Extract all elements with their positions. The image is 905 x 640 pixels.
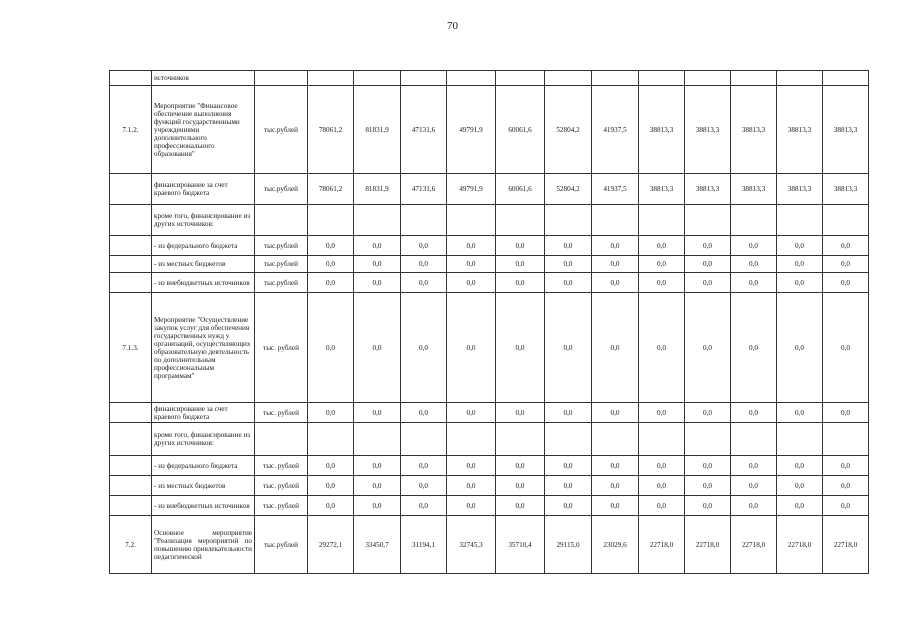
- row-value-cell: [545, 423, 592, 456]
- row-value-cell: [354, 205, 401, 236]
- row-value-cell: 81831,9: [354, 86, 401, 174]
- row-value-cell: 0,0: [545, 496, 592, 516]
- row-value-cell: 0,0: [401, 293, 447, 403]
- row-value-cell: 0,0: [592, 476, 639, 496]
- row-unit-cell: тыс.рублей: [255, 174, 308, 205]
- row-value-cell: 81831,9: [354, 174, 401, 205]
- row-value-cell: [447, 205, 496, 236]
- row-value-cell: 0,0: [545, 476, 592, 496]
- row-value-cell: 0,0: [354, 496, 401, 516]
- row-description-cell: финансирование за счет краевого бюджета: [152, 174, 255, 205]
- row-description-cell: - из внебюджетных источников: [152, 496, 255, 516]
- row-value-cell: 0,0: [685, 236, 731, 256]
- row-value-cell: 0,0: [639, 496, 685, 516]
- row-value-cell: 0,0: [685, 403, 731, 423]
- row-value-cell: 0,0: [545, 256, 592, 273]
- row-value-cell: 0,0: [354, 293, 401, 403]
- row-value-cell: 41937,5: [592, 86, 639, 174]
- row-value-cell: 78061,2: [308, 86, 354, 174]
- table-row: [110, 516, 869, 574]
- row-value-cell: 0,0: [545, 403, 592, 423]
- row-value-cell: 0,0: [496, 256, 545, 273]
- row-value-cell: 0,0: [823, 496, 869, 516]
- row-description-cell: финансирование за счет краевого бюджета: [152, 403, 255, 423]
- row-value-cell: 0,0: [308, 236, 354, 256]
- row-value-cell: 0,0: [496, 403, 545, 423]
- row-value-cell: 0,0: [592, 293, 639, 403]
- row-value-cell: 47131,6: [401, 86, 447, 174]
- row-value-cell: [823, 423, 869, 456]
- row-value-cell: [496, 205, 545, 236]
- row-value-cell: [685, 423, 731, 456]
- row-value-cell: 0,0: [496, 496, 545, 516]
- row-value-cell: 0,0: [823, 403, 869, 423]
- row-value-cell: 0,0: [823, 293, 869, 403]
- row-value-cell: 0,0: [777, 476, 823, 496]
- row-value-cell: [308, 205, 354, 236]
- row-value-cell: 0,0: [685, 476, 731, 496]
- row-value-cell: 22718,0: [639, 516, 685, 574]
- row-value-cell: 0,0: [308, 256, 354, 273]
- row-value-cell: 38813,3: [639, 174, 685, 205]
- page-number: 70: [447, 20, 458, 32]
- row-description-cell: - из местных бюджетов: [152, 476, 255, 496]
- row-description-cell: - из местных бюджетов: [152, 256, 255, 273]
- row-description-cell: кроме того, финансирование из других источников:: [152, 205, 255, 236]
- row-value-cell: 0,0: [308, 456, 354, 476]
- row-unit-cell: тыс. рублей: [255, 496, 308, 516]
- row-value-cell: [777, 423, 823, 456]
- row-value-cell: 22718,0: [685, 516, 731, 574]
- row-value-cell: 22718,0: [823, 516, 869, 574]
- row-value-cell: 0,0: [447, 273, 496, 293]
- row-value-cell: 0,0: [447, 496, 496, 516]
- row-code-cell: [110, 236, 152, 256]
- row-value-cell: [496, 423, 545, 456]
- row-value-cell: 0,0: [496, 273, 545, 293]
- table-row: [110, 403, 869, 423]
- row-code-cell: 7.2.: [110, 516, 152, 574]
- row-value-cell: 0,0: [354, 456, 401, 476]
- row-value-cell: 0,0: [447, 403, 496, 423]
- row-value-cell: [496, 71, 545, 86]
- row-code-cell: [110, 273, 152, 293]
- row-value-cell: [308, 423, 354, 456]
- row-unit-cell: тыс. рублей: [255, 293, 308, 403]
- row-value-cell: 0,0: [639, 476, 685, 496]
- row-value-cell: 0,0: [401, 403, 447, 423]
- row-unit-cell: тыс. рублей: [255, 403, 308, 423]
- table-row: [110, 456, 869, 476]
- row-value-cell: 49791,9: [447, 86, 496, 174]
- row-description-cell: - из внебюджетных источников: [152, 273, 255, 293]
- row-value-cell: 60061,6: [496, 174, 545, 205]
- row-value-cell: 0,0: [401, 236, 447, 256]
- row-value-cell: 0,0: [731, 236, 777, 256]
- row-value-cell: [354, 423, 401, 456]
- row-code-cell: 7.1.2.: [110, 86, 152, 174]
- row-value-cell: 0,0: [447, 476, 496, 496]
- row-value-cell: 0,0: [777, 273, 823, 293]
- row-value-cell: 0,0: [777, 496, 823, 516]
- row-value-cell: 0,0: [401, 256, 447, 273]
- row-value-cell: [823, 71, 869, 86]
- row-value-cell: 0,0: [447, 236, 496, 256]
- row-value-cell: 0,0: [731, 403, 777, 423]
- table-row: [110, 205, 869, 236]
- row-description-cell: - из федерального бюджета: [152, 456, 255, 476]
- row-value-cell: [777, 205, 823, 236]
- row-value-cell: 0,0: [308, 403, 354, 423]
- table-row: [110, 423, 869, 456]
- row-value-cell: 0,0: [447, 256, 496, 273]
- row-value-cell: 0,0: [639, 256, 685, 273]
- row-unit-cell: тыс. рублей: [255, 476, 308, 496]
- table-row: [110, 273, 869, 293]
- row-value-cell: 0,0: [592, 403, 639, 423]
- row-value-cell: 38813,3: [731, 86, 777, 174]
- row-value-cell: [731, 205, 777, 236]
- row-code-cell: [110, 256, 152, 273]
- row-value-cell: 0,0: [685, 293, 731, 403]
- row-value-cell: [639, 205, 685, 236]
- row-value-cell: 0,0: [777, 293, 823, 403]
- row-value-cell: 0,0: [639, 403, 685, 423]
- row-value-cell: 0,0: [354, 236, 401, 256]
- row-value-cell: 0,0: [731, 496, 777, 516]
- row-value-cell: 78061,2: [308, 174, 354, 205]
- row-value-cell: 0,0: [354, 256, 401, 273]
- row-value-cell: [639, 423, 685, 456]
- row-value-cell: 60061,6: [496, 86, 545, 174]
- row-value-cell: 0,0: [496, 293, 545, 403]
- table-row: [110, 236, 869, 256]
- row-value-cell: 0,0: [777, 236, 823, 256]
- row-description-cell: кроме того, финансирование из других источников:: [152, 423, 255, 456]
- row-value-cell: 0,0: [639, 236, 685, 256]
- row-value-cell: 0,0: [308, 273, 354, 293]
- row-value-cell: 38813,3: [639, 86, 685, 174]
- row-value-cell: 0,0: [592, 273, 639, 293]
- row-value-cell: 0,0: [823, 456, 869, 476]
- row-value-cell: 38813,3: [777, 174, 823, 205]
- row-code-cell: [110, 205, 152, 236]
- table-row: [110, 293, 869, 403]
- table-row: [110, 86, 869, 174]
- row-unit-cell: тыс.рублей: [255, 86, 308, 174]
- row-value-cell: [545, 71, 592, 86]
- table-row: [110, 256, 869, 273]
- row-description-cell: Основное мероприятие "Реализация мероприятий по повышению привлекательности педагогической: [152, 516, 255, 574]
- row-value-cell: 0,0: [731, 293, 777, 403]
- row-value-cell: 0,0: [401, 273, 447, 293]
- table-row: [110, 174, 869, 205]
- row-value-cell: 0,0: [354, 476, 401, 496]
- row-code-cell: [110, 476, 152, 496]
- row-value-cell: 22718,0: [777, 516, 823, 574]
- row-unit-cell: тыс. рублей: [255, 456, 308, 476]
- row-value-cell: 0,0: [447, 456, 496, 476]
- row-value-cell: 23029,6: [592, 516, 639, 574]
- row-value-cell: 0,0: [823, 273, 869, 293]
- row-value-cell: 49791,9: [447, 174, 496, 205]
- row-code-cell: [110, 403, 152, 423]
- row-unit-cell: [255, 71, 308, 86]
- row-value-cell: [401, 423, 447, 456]
- row-value-cell: 52804,2: [545, 174, 592, 205]
- row-value-cell: [447, 423, 496, 456]
- budget-table: [109, 70, 869, 574]
- row-value-cell: [401, 205, 447, 236]
- table-row: [110, 496, 869, 516]
- row-value-cell: [401, 71, 447, 86]
- row-value-cell: 38813,3: [731, 174, 777, 205]
- table-row: [110, 476, 869, 496]
- row-value-cell: [447, 71, 496, 86]
- row-value-cell: 38813,3: [823, 86, 869, 174]
- row-value-cell: 0,0: [777, 403, 823, 423]
- row-unit-cell: тыс.рублей: [255, 273, 308, 293]
- row-value-cell: 0,0: [545, 456, 592, 476]
- row-value-cell: 0,0: [731, 476, 777, 496]
- row-value-cell: 0,0: [308, 496, 354, 516]
- row-value-cell: 0,0: [592, 256, 639, 273]
- row-code-cell: [110, 423, 152, 456]
- row-value-cell: 22718,0: [731, 516, 777, 574]
- row-description-cell: - из федерального бюджета: [152, 236, 255, 256]
- row-value-cell: 35710,4: [496, 516, 545, 574]
- row-value-cell: 32745,3: [447, 516, 496, 574]
- row-value-cell: 0,0: [496, 476, 545, 496]
- row-code-cell: [110, 456, 152, 476]
- row-value-cell: [777, 71, 823, 86]
- row-value-cell: [639, 71, 685, 86]
- table-row: [110, 71, 869, 86]
- row-code-cell: [110, 496, 152, 516]
- row-value-cell: 0,0: [777, 456, 823, 476]
- row-unit-cell: [255, 205, 308, 236]
- row-value-cell: [308, 71, 354, 86]
- row-value-cell: [354, 71, 401, 86]
- row-description-cell: Мероприятие "Финансовое обеспечение выполнения функций государственными учреждениями дополнительного профессионального образования": [152, 86, 255, 174]
- row-value-cell: 0,0: [685, 273, 731, 293]
- row-value-cell: 0,0: [639, 273, 685, 293]
- row-value-cell: 0,0: [447, 293, 496, 403]
- row-value-cell: 33450,7: [354, 516, 401, 574]
- row-value-cell: 0,0: [592, 456, 639, 476]
- row-value-cell: 29272,1: [308, 516, 354, 574]
- row-unit-cell: тыс.рублей: [255, 256, 308, 273]
- row-value-cell: 0,0: [592, 496, 639, 516]
- row-code-cell: [110, 174, 152, 205]
- row-value-cell: 47131,6: [401, 174, 447, 205]
- row-value-cell: 0,0: [496, 456, 545, 476]
- row-value-cell: 41937,5: [592, 174, 639, 205]
- row-value-cell: 0,0: [823, 256, 869, 273]
- row-value-cell: [685, 205, 731, 236]
- row-value-cell: 0,0: [545, 293, 592, 403]
- row-unit-cell: [255, 423, 308, 456]
- row-value-cell: [592, 423, 639, 456]
- row-value-cell: 0,0: [685, 496, 731, 516]
- row-value-cell: 0,0: [731, 256, 777, 273]
- row-value-cell: 0,0: [545, 236, 592, 256]
- row-value-cell: 31194,1: [401, 516, 447, 574]
- row-value-cell: 52804,2: [545, 86, 592, 174]
- row-value-cell: 38813,3: [685, 174, 731, 205]
- row-description-cell: Мероприятие "Осуществление закупок услуг для обеспечения государственных нужд у организаций, осуществляющих образовательную деятельность по дополнительным профессиональным программам": [152, 293, 255, 403]
- row-value-cell: 0,0: [592, 236, 639, 256]
- row-value-cell: 0,0: [401, 476, 447, 496]
- row-code-cell: [110, 71, 152, 86]
- row-value-cell: 0,0: [354, 403, 401, 423]
- row-value-cell: 0,0: [401, 456, 447, 476]
- row-value-cell: 0,0: [685, 256, 731, 273]
- row-value-cell: 0,0: [354, 273, 401, 293]
- row-value-cell: [731, 71, 777, 86]
- row-value-cell: 0,0: [496, 236, 545, 256]
- row-description-cell: источников: [152, 71, 255, 86]
- row-value-cell: 38813,3: [823, 174, 869, 205]
- row-value-cell: 38813,3: [777, 86, 823, 174]
- row-value-cell: [731, 423, 777, 456]
- row-value-cell: 0,0: [823, 476, 869, 496]
- row-value-cell: 38813,3: [685, 86, 731, 174]
- row-value-cell: 0,0: [308, 476, 354, 496]
- row-unit-cell: тыс.рублей: [255, 236, 308, 256]
- row-value-cell: 0,0: [731, 456, 777, 476]
- row-unit-cell: тыс.рублей: [255, 516, 308, 574]
- row-code-cell: 7.1.3.: [110, 293, 152, 403]
- row-value-cell: 0,0: [308, 293, 354, 403]
- row-value-cell: 0,0: [823, 236, 869, 256]
- row-value-cell: [545, 205, 592, 236]
- row-value-cell: 0,0: [639, 293, 685, 403]
- row-value-cell: 0,0: [777, 256, 823, 273]
- row-value-cell: 0,0: [685, 456, 731, 476]
- row-value-cell: [592, 71, 639, 86]
- row-value-cell: [685, 71, 731, 86]
- row-value-cell: [592, 205, 639, 236]
- row-value-cell: 0,0: [545, 273, 592, 293]
- row-value-cell: 0,0: [731, 273, 777, 293]
- row-value-cell: [823, 205, 869, 236]
- row-value-cell: 0,0: [639, 456, 685, 476]
- row-value-cell: 29115,0: [545, 516, 592, 574]
- row-value-cell: 0,0: [401, 496, 447, 516]
